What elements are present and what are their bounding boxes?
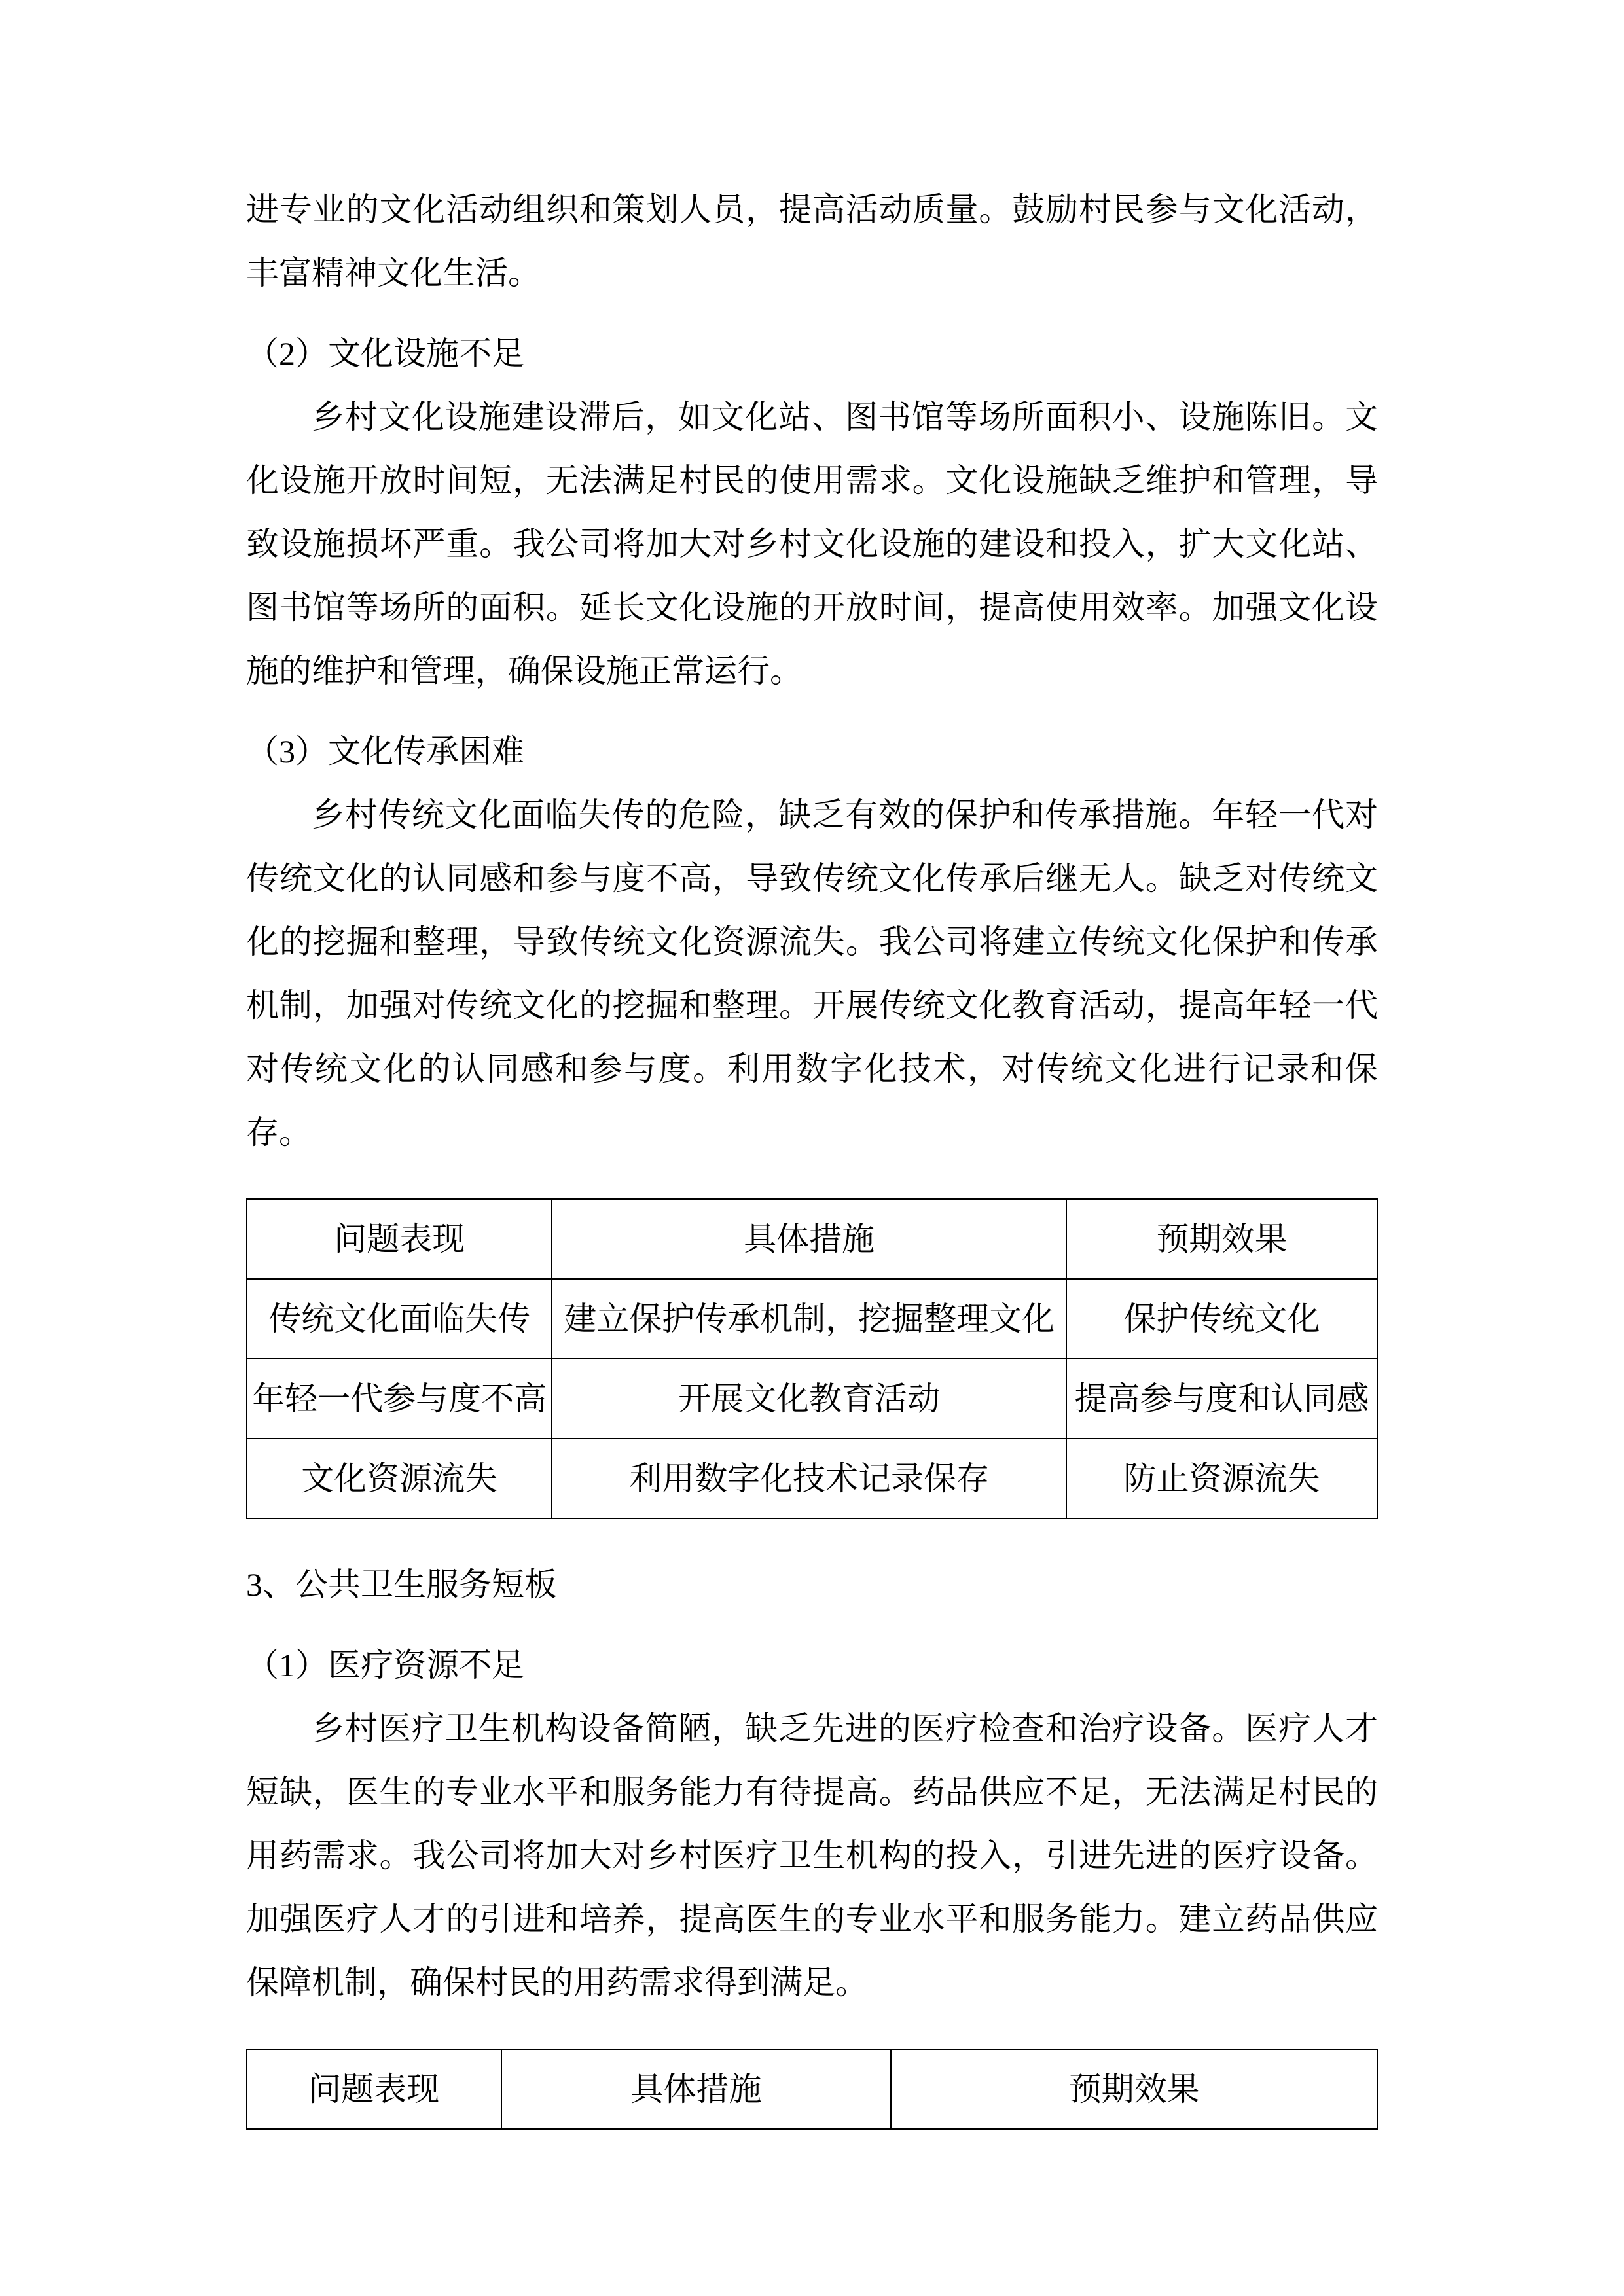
table-culture-heritage bbox=[246, 1198, 1378, 1519]
paragraph-culture-heritage: 乡村传统文化面临失传的危险，缺乏有效的保护和传承措施。年轻一代对传统文化的认同感和参与度不高，导致传统文化传承后继无人。缺乏对传统文化的挖掘和整理，导致传统文化资源流失。我公司将建立传统文化保护和传承机制，加强对传统文化的挖掘和整理。开展传统文化教育活动，提高年轻一代对传统文化的认同感和参与度。利用数字化技术，对传统文化进行记录和保存。 bbox=[246, 797, 1378, 1151]
table-header-cell-problem: 问题表现 bbox=[247, 1199, 552, 1279]
paragraph-continuation: 进专业的文化活动组织和策划人员，提高活动质量。鼓励村民参与文化活动，丰富精神文化生活。 bbox=[246, 191, 1378, 291]
table-health-header bbox=[246, 2049, 1378, 2130]
heading-culture-facilities: （2）文化设施不足 bbox=[246, 335, 524, 372]
table-cell: 文化资源流失 bbox=[247, 1439, 552, 1518]
table-cell: 传统文化面临失传 bbox=[247, 1279, 552, 1359]
table-row bbox=[247, 1279, 1377, 1359]
table-cell: 开展文化教育活动 bbox=[552, 1359, 1066, 1439]
table-row bbox=[247, 1359, 1377, 1439]
table-cell: 年轻一代参与度不高 bbox=[247, 1359, 552, 1439]
table-header-cell-effect: 预期效果 bbox=[891, 2049, 1377, 2129]
table-cell: 提高参与度和认同感 bbox=[1066, 1359, 1377, 1439]
heading-culture-heritage: （3）文化传承困难 bbox=[246, 733, 524, 770]
table-header-cell-problem: 问题表现 bbox=[247, 2049, 501, 2129]
table-cell: 防止资源流失 bbox=[1066, 1439, 1377, 1518]
table-cell: 保护传统文化 bbox=[1066, 1279, 1377, 1359]
table-cell: 利用数字化技术记录保存 bbox=[552, 1439, 1066, 1518]
paragraph-culture-facilities: 乡村文化设施建设滞后，如文化站、图书馆等场所面积小、设施陈旧。文化设施开放时间短，无法满足村民的使用需求。文化设施缺乏维护和管理，导致设施损坏严重。我公司将加大对乡村文化设施的建设和投入，扩大文化站、图书馆等场所的面积。延长文化设施的开放时间，提高使用效率。加强文化设施的维护和管理，确保设施正常运行。 bbox=[246, 399, 1378, 689]
table-header-cell-measure: 具体措施 bbox=[501, 2049, 892, 2129]
table-header-cell-measure: 具体措施 bbox=[552, 1199, 1066, 1279]
table-cell: 建立保护传承机制，挖掘整理文化 bbox=[552, 1279, 1066, 1359]
paragraph-medical-resources: 乡村医疗卫生机构设备简陋，缺乏先进的医疗检查和治疗设备。医疗人才短缺，医生的专业水平和服务能力有待提高。药品供应不足，无法满足村民的用药需求。我公司将加大对乡村医疗卫生机构的投入，引进先进的医疗设备。加强医疗人才的引进和培养，提高医生的专业水平和服务能力。建立药品供应保障机制，确保村民的用药需求得到满足。 bbox=[246, 1710, 1378, 2001]
table-header-row bbox=[247, 2049, 1377, 2129]
table-row bbox=[247, 1439, 1377, 1518]
heading-public-health: 3、公共卫生服务短板 bbox=[246, 1566, 557, 1603]
heading-medical-resources: （1）医疗资源不足 bbox=[246, 1647, 524, 1683]
table-header-cell-effect: 预期效果 bbox=[1066, 1199, 1377, 1279]
table-header-row bbox=[247, 1199, 1377, 1279]
